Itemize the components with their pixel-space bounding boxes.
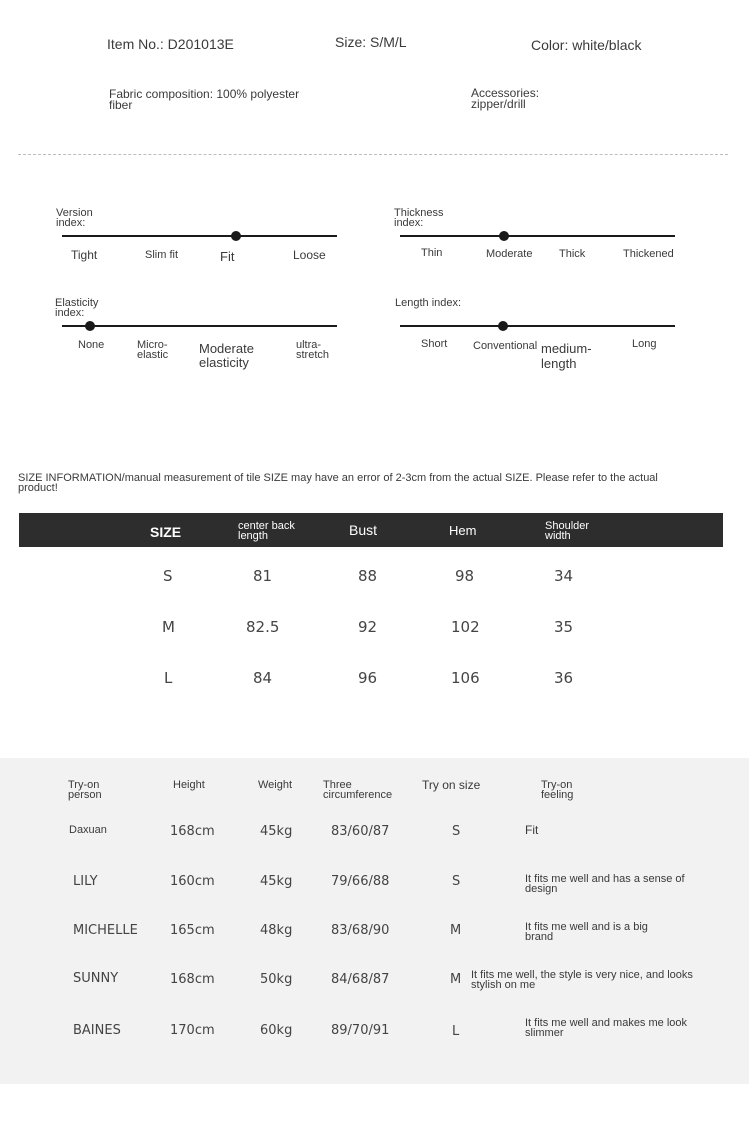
length-scale-line (400, 325, 675, 327)
elasticity-option: Moderate elasticity (199, 341, 254, 370)
try-on-header-cell: Height (173, 779, 205, 791)
try-on-header-cell: Try-on feeling (541, 779, 574, 801)
try-on-cell: 60kg (260, 1023, 293, 1038)
try-on-cell: It fits me well and has a sense of design (525, 873, 685, 895)
size-cell: 106 (451, 669, 480, 687)
try-on-header-cell: Three circumference (323, 779, 393, 801)
version-scale-line (62, 235, 337, 237)
try-on-cell: 83/60/87 (331, 824, 390, 839)
try-on-cell: Fit (525, 823, 539, 837)
version-index-title: Version index: (56, 207, 93, 229)
size-header-cell: Hem (449, 523, 477, 538)
try-on-cell: 89/70/91 (331, 1023, 390, 1038)
accessories: Accessories: zipper/drill (471, 86, 540, 111)
version-option: Fit (220, 249, 235, 264)
fabric-composition: Fabric composition: 100% polyester fiber (109, 87, 300, 112)
size-cell: 92 (358, 618, 378, 636)
try-on-cell: It fits me well and is a big brand (525, 921, 648, 943)
item-number: Item No.: D201013E (107, 36, 234, 52)
try-on-cell: M (450, 923, 462, 938)
try-on-cell: M (450, 972, 462, 987)
try-on-cell: 84/68/87 (331, 972, 390, 987)
try-on-cell: 170cm (170, 1023, 215, 1038)
try-on-header-cell: Try-on person (68, 779, 102, 801)
thickness-scale-line (400, 235, 675, 237)
try-on-cell: S (452, 874, 461, 889)
try-on-cell: S (452, 824, 461, 839)
size-header-cell: Bust (349, 522, 378, 538)
size-cell: 81 (253, 567, 273, 585)
elasticity-index-title: Elasticity index: (55, 297, 99, 319)
thickness-indicator-dot (499, 231, 509, 241)
elasticity-option: None (78, 339, 105, 351)
try-on-cell: It fits me well, the style is very nice, and looks stylish on me (471, 969, 693, 991)
try-on-cell: MICHELLE (73, 923, 138, 938)
elasticity-indicator-dot (85, 321, 95, 331)
size-cell: 36 (554, 669, 574, 687)
length-option: medium-length (541, 341, 592, 371)
size-cell: 84 (253, 669, 273, 687)
try-on-cell: 160cm (170, 874, 215, 889)
try-on-cell: 48kg (260, 923, 293, 938)
elasticity-option: Micro-elastic (137, 339, 169, 361)
elasticity-option: ultra-stretch (296, 339, 330, 361)
length-option: Short (421, 338, 448, 350)
size-cell: 88 (358, 567, 378, 585)
try-on-cell: LILY (73, 874, 98, 889)
length-option: Conventional (473, 340, 538, 352)
size-info-note: SIZE INFORMATION/manual measurement of tile SIZE may have an error of 2-3cm from the actual SIZE. Please refer to the actual product! (18, 472, 658, 494)
size-cell: 35 (554, 618, 574, 636)
size-cell: 96 (358, 669, 378, 687)
size-header-cell: SIZE (150, 524, 182, 540)
try-on-cell: 168cm (170, 824, 215, 839)
thickness-option: Thin (421, 247, 443, 259)
try-on-cell: 83/68/90 (331, 923, 390, 938)
color-info: Color: white/black (531, 37, 642, 53)
size-cell: M (162, 618, 175, 636)
size-cell: 98 (455, 567, 475, 585)
thickness-option: Thickened (623, 248, 674, 260)
version-option: Loose (293, 248, 326, 262)
size-header-cell: Shoulder width (545, 520, 590, 542)
try-on-cell: Daxuan (69, 824, 107, 836)
size-cell: L (164, 669, 173, 687)
thickness-option: Moderate (486, 248, 533, 260)
try-on-cell: 50kg (260, 972, 293, 987)
try-on-header-cell: Weight (258, 779, 293, 791)
section-divider (18, 154, 728, 155)
version-option: Tight (71, 248, 98, 262)
try-on-cell: 45kg (260, 874, 293, 889)
version-option: Slim fit (145, 249, 178, 261)
size-cell: S (163, 567, 173, 585)
try-on-cell: 165cm (170, 923, 215, 938)
thickness-index-title: Thickness index: (394, 207, 444, 229)
length-indicator-dot (498, 321, 508, 331)
size-range: Size: S/M/L (335, 34, 407, 50)
size-header-cell: center back length (238, 520, 295, 542)
size-cell: 82.5 (246, 618, 280, 636)
size-cell: 102 (451, 618, 480, 636)
try-on-cell: SUNNY (73, 971, 119, 986)
version-indicator-dot (231, 231, 241, 241)
elasticity-scale-line (62, 325, 337, 327)
try-on-header-cell: Try on size (422, 778, 481, 792)
try-on-cell: 79/66/88 (331, 874, 390, 889)
try-on-cell: It fits me well and makes me look slimmer (525, 1017, 688, 1039)
thickness-option: Thick (559, 248, 586, 260)
try-on-cell: L (452, 1024, 460, 1039)
try-on-cell: 168cm (170, 972, 215, 987)
length-option: Long (632, 338, 657, 350)
try-on-cell: BAINES (73, 1023, 121, 1038)
length-index-title: Length index: (395, 297, 462, 309)
try-on-cell: 45kg (260, 824, 293, 839)
size-cell: 34 (554, 567, 574, 585)
